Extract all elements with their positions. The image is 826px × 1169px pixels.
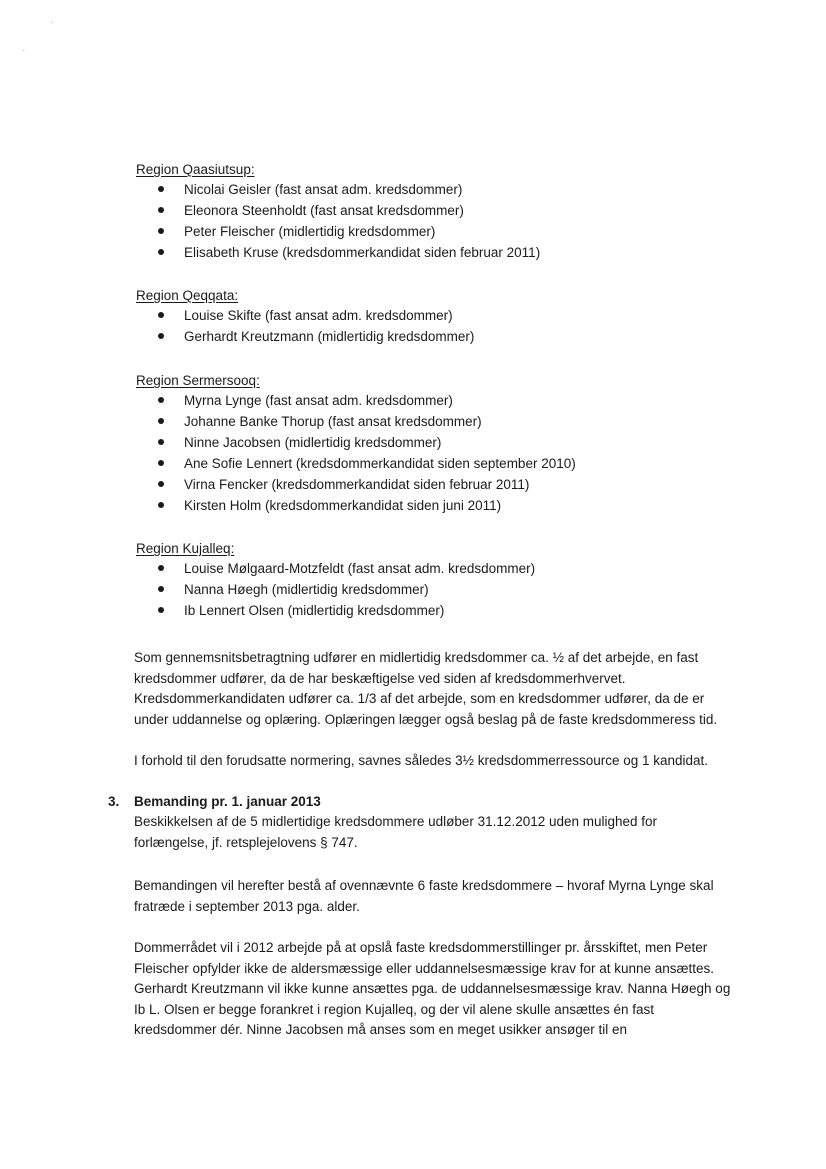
scan-artifact: ˏ bbox=[22, 41, 25, 51]
bullet-icon bbox=[158, 586, 164, 592]
bullet-icon bbox=[158, 607, 164, 613]
region-qaasiutsup bbox=[136, 161, 756, 263]
bullet-icon bbox=[158, 312, 164, 318]
list-item: Louise Mølgaard-Motzfeldt (fast ansat adm. kredsdommer) bbox=[136, 558, 756, 579]
bullet-icon bbox=[158, 397, 164, 403]
list-item: Virna Fencker (kredsdommerkandidat siden februar 2011) bbox=[136, 474, 756, 495]
paragraph-council: Dommerrådet vil i 2012 arbejde på at opslå faste kredsdommerstillinger pr. årsskiftet, men Peter Fleischer opfylder ikke de aldersmæssige eller uddannelsesmæssige krav for at kunne ansættes. Gerhardt Kreutzmann vil ikke kunne ansættes pga. de uddannelsesmæssige krav. Nanna Høegh og Ib L. Olsen er begge forankret i region Kujalleq, og der vil alene skulle ansættes én fast kredsdommer dér. Ninne Jacobsen må anses som en meget usikker ansøger til en bbox=[134, 940, 731, 1037]
region-heading: Region Qaasiutsup: bbox=[136, 162, 255, 177]
bullet-icon bbox=[158, 481, 164, 487]
scan-artifact: ˏ bbox=[50, 13, 53, 23]
list-item: Eleonora Steenholdt (fast ansat kredsdommer) bbox=[136, 200, 756, 221]
list-item: Ninne Jacobsen (midlertidig kredsdommer) bbox=[136, 432, 756, 453]
paragraph-expiry: Beskikkelsen af de 5 midlertidige kredsdommere udløber 31.12.2012 uden mulighed for forlængelse, jf. retsplejelovens § 747. bbox=[134, 814, 658, 850]
bullet-icon bbox=[158, 565, 164, 571]
bullet-icon bbox=[158, 333, 164, 339]
region-heading: Region Sermersooq: bbox=[136, 373, 260, 388]
list-item: Ib Lennert Olsen (midlertidig kredsdommer) bbox=[136, 600, 756, 621]
region-qeqqata bbox=[136, 287, 756, 347]
member-list bbox=[136, 179, 756, 263]
bullet-icon bbox=[158, 207, 164, 213]
member-list bbox=[136, 390, 756, 516]
list-item: Ane Sofie Lennert (kredsdommerkandidat siden september 2010) bbox=[136, 453, 756, 474]
region-kujalleq bbox=[136, 540, 756, 621]
list-item: Nanna Høegh (midlertidig kredsdommer) bbox=[136, 579, 756, 600]
member-list bbox=[136, 558, 756, 621]
member-list bbox=[136, 305, 756, 347]
list-item: Myrna Lynge (fast ansat adm. kredsdommer) bbox=[136, 390, 756, 411]
bullet-icon bbox=[158, 439, 164, 445]
bullet-icon bbox=[158, 249, 164, 255]
paragraph-average-workload: Som gennemsnitsbetragtning udfører en midlertidig kredsdommer ca. ½ af det arbejde, en fast kredsdommer udfører, da de har beskæftigelse ved siden af kredsdommerhvervet. Kredsdommerkandidaten udfører ca. 1/3 af det arbejde, som en kredsdommer udfører, da de er under uddannelse og oplæring. Oplæringen lægger også beslag på de faste kredsdommeress tid. bbox=[134, 650, 718, 727]
region-heading: Region Qeqqata: bbox=[136, 288, 239, 303]
region-sermersooq bbox=[136, 372, 756, 516]
list-item: Johanne Banke Thorup (fast ansat kredsdommer) bbox=[136, 411, 756, 432]
paragraph-shortfall: I forhold til den forudsatte normering, savnes således 3½ kredsdommerressource og 1 kandidat. bbox=[134, 753, 709, 768]
list-item: Peter Fleischer (midlertidig kredsdommer) bbox=[136, 221, 756, 242]
list-item: Kirsten Holm (kredsdommerkandidat siden juni 2011) bbox=[136, 495, 756, 516]
region-heading: Region Kujalleq: bbox=[136, 541, 235, 556]
list-item: Gerhardt Kreutzmann (midlertidig kredsdommer) bbox=[136, 326, 756, 347]
section-heading: 3. Bemanding pr. 1. januar 2013 bbox=[108, 794, 321, 809]
bullet-icon bbox=[158, 418, 164, 424]
bullet-icon bbox=[158, 186, 164, 192]
list-item: Elisabeth Kruse (kredsdommerkandidat siden februar 2011) bbox=[136, 242, 756, 263]
bullet-icon bbox=[158, 502, 164, 508]
bullet-icon bbox=[158, 228, 164, 234]
paragraph-staffing: Bemandingen vil herefter bestå af ovennævnte 6 faste kredsdommere – hvoraf Myrna Lynge skal fratræde i september 2013 pga. alder. bbox=[134, 878, 714, 914]
bullet-icon bbox=[158, 460, 164, 466]
list-item: Nicolai Geisler (fast ansat adm. kredsdommer) bbox=[136, 179, 756, 200]
list-item: Louise Skifte (fast ansat adm. kredsdommer) bbox=[136, 305, 756, 326]
